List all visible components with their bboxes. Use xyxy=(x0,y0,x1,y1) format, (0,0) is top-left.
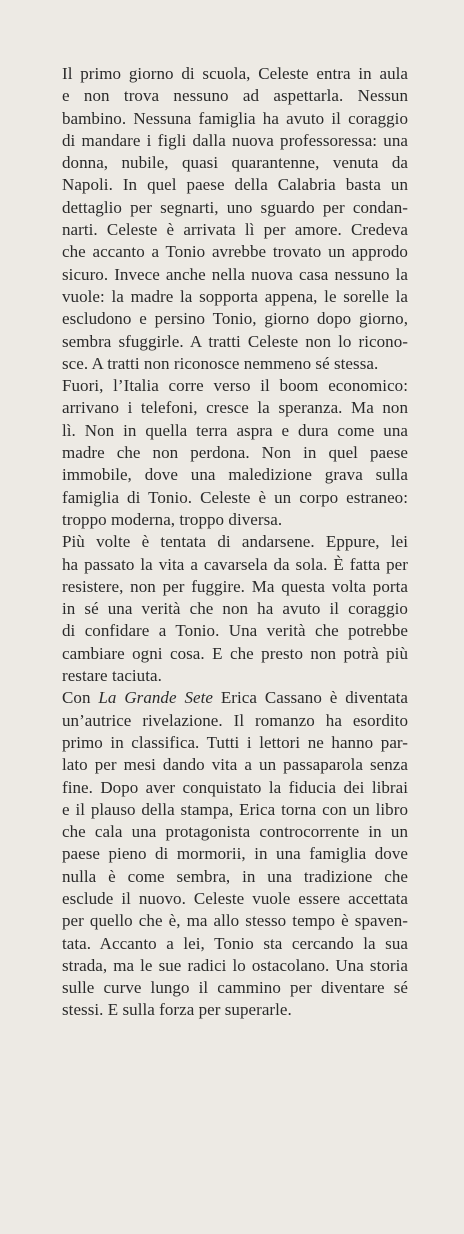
text-run: sulle curve lungo il cammino per diventare sé xyxy=(62,978,408,998)
text-run: di confidare a Tonio. Una verità che potrebbe xyxy=(62,621,408,641)
text-line xyxy=(62,999,408,1021)
text-line xyxy=(62,933,408,955)
text-run: troppo moderna, troppo diversa. xyxy=(62,509,283,529)
book-title-italic: La Grande Sete xyxy=(98,688,213,708)
text-run: donna, nubile, quasi quarantenne, venuta da xyxy=(62,153,408,173)
paragraph-3 xyxy=(62,531,408,687)
text-line xyxy=(62,375,408,397)
text-run: tata. Accanto a lei, Tonio sta cercando la sua xyxy=(62,933,408,953)
paragraph-2 xyxy=(62,375,408,531)
text-run: un’autrice rivelazione. Il romanzo ha esordito xyxy=(62,710,408,730)
text-line xyxy=(62,732,408,754)
text-line xyxy=(62,710,408,732)
text-run: nulla è come sembra, in una tradizione che xyxy=(62,866,408,886)
text-run: sicuro. Invece anche nella nuova casa nessuno la xyxy=(62,264,408,284)
text-run: stessi. E sulla forza per superarle. xyxy=(62,1000,292,1020)
text-run: dettaglio per segnarti, uno sguardo per condan- xyxy=(62,197,408,217)
text-run: che accanto a Tonio avrebbe trovato un approdo xyxy=(62,242,408,262)
text-line xyxy=(62,821,408,843)
text-run: che cala una protagonista controcorrente in un xyxy=(62,822,408,842)
text-run: ha passato la vita a cavarsela da sola. È fatta per xyxy=(62,554,408,574)
text-run: e non trova nessuno ad aspettarla. Nessun xyxy=(62,86,408,106)
text-line xyxy=(62,777,408,799)
text-run: di mandare i figli dalla nuova professoressa: una xyxy=(62,130,408,150)
text-line xyxy=(62,308,408,330)
text-line xyxy=(62,85,408,107)
text-run: restare taciuta. xyxy=(62,666,162,686)
text-run: Erica Cassano è diventata xyxy=(212,688,409,708)
text-run: lato per mesi dando vita a un passaparola senza xyxy=(62,755,408,775)
text-line xyxy=(62,353,408,375)
text-line xyxy=(62,331,408,353)
text-line xyxy=(62,643,408,665)
text-run: Napoli. In quel paese della Calabria basta un xyxy=(62,175,408,195)
text-run: immobile, dove una maledizione grava sulla xyxy=(62,465,408,485)
text-run: e il plauso della stampa, Erica torna con un libro xyxy=(62,799,408,819)
text-run: bambino. Nessuna famiglia ha avuto il coraggio xyxy=(62,108,408,128)
text-line xyxy=(62,754,408,776)
synopsis-text xyxy=(62,63,408,1022)
text-run: esclude il nuovo. Celeste vuole essere accettata xyxy=(62,888,408,908)
text-line xyxy=(62,108,408,130)
text-line xyxy=(62,420,408,442)
text-run: famiglia di Tonio. Celeste è un corpo estraneo: xyxy=(62,487,408,507)
text-line xyxy=(62,397,408,419)
text-line xyxy=(62,977,408,999)
text-line xyxy=(62,843,408,865)
text-line xyxy=(62,866,408,888)
paragraph-1 xyxy=(62,63,408,375)
text-run: cambiare ogni cosa. E che presto non potrà più xyxy=(62,643,408,663)
text-run: arrivano i telefoni, cresce la speranza. Ma non xyxy=(62,398,408,418)
text-line xyxy=(62,598,408,620)
text-line xyxy=(62,152,408,174)
text-line xyxy=(62,955,408,977)
text-line xyxy=(62,665,408,687)
text-run: sembra sfuggirle. A tratti Celeste non lo ricono- xyxy=(62,331,408,351)
text-line xyxy=(62,531,408,553)
text-run: Più volte è tentata di andarsene. Eppure, lei xyxy=(62,532,408,552)
text-line xyxy=(62,286,408,308)
text-line xyxy=(62,219,408,241)
text-run: in sé una verità che non ha avuto il coraggio xyxy=(62,599,408,619)
paragraph-4 xyxy=(62,687,408,1021)
text-line xyxy=(62,888,408,910)
text-run: primo in classifica. Tutti i lettori ne hanno par- xyxy=(62,732,408,752)
text-line xyxy=(62,63,408,85)
text-line xyxy=(62,442,408,464)
text-run: resistere, non per fuggire. Ma questa volta porta xyxy=(62,576,408,596)
text-line xyxy=(62,197,408,219)
text-run: madre che non perdona. Non in quel paese xyxy=(62,443,408,463)
text-run: narti. Celeste è arrivata lì per amore. Credeva xyxy=(62,220,408,240)
text-run: strada, ma le sue radici lo ostacolano. Una storia xyxy=(62,955,408,975)
text-run: sce. A tratti non riconosce nemmeno sé stessa. xyxy=(62,353,379,373)
text-line xyxy=(62,554,408,576)
text-line xyxy=(62,576,408,598)
text-line xyxy=(62,464,408,486)
text-line xyxy=(62,687,408,709)
text-run: fine. Dopo aver conquistato la fiducia dei librai xyxy=(62,777,408,797)
text-run: Il primo giorno di scuola, Celeste entra in aula xyxy=(62,64,408,83)
text-run: paese pieno di mormorii, in una famiglia dove xyxy=(62,844,408,864)
text-run: Fuori, l’Italia corre verso il boom economico: xyxy=(62,376,408,396)
text-line xyxy=(62,799,408,821)
text-line xyxy=(62,241,408,263)
text-run: vuole: la madre la sopporta appena, le sorelle la xyxy=(62,286,408,306)
text-line xyxy=(62,130,408,152)
text-run: lì. Non in quella terra aspra e dura come una xyxy=(62,420,408,440)
text-line xyxy=(62,509,408,531)
text-line xyxy=(62,174,408,196)
text-line xyxy=(62,620,408,642)
text-line xyxy=(62,487,408,509)
text-line xyxy=(62,264,408,286)
text-run: escludono e persino Tonio, giorno dopo giorno, xyxy=(62,309,408,329)
text-line xyxy=(62,910,408,932)
text-run: per quello che è, ma allo stesso tempo è spaven- xyxy=(62,911,408,931)
text-run: Con xyxy=(62,688,99,708)
